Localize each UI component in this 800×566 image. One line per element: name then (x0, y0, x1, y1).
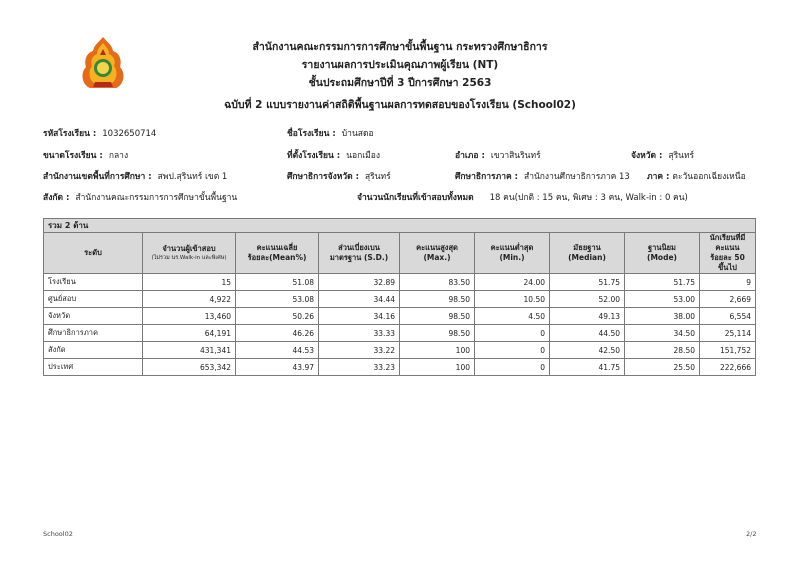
cell-count: 64,191 (143, 325, 236, 342)
region-education-value: สำนักงานศึกษาธิการภาค 13 (524, 172, 630, 182)
cell-above50: 151,752 (700, 342, 756, 359)
students-tested-field (357, 190, 688, 204)
cell-count: 13,460 (143, 308, 236, 325)
cell-sd: 33.22 (319, 342, 400, 359)
col-count: จำนวนผู้เข้าสอบ (ไม่รวม นร.Walk-in และพิเศษ) (143, 233, 236, 274)
cell-count: 4,922 (143, 291, 236, 308)
table-row (44, 308, 756, 325)
col-max: คะแนนสูงสุด (Max.) (400, 233, 475, 274)
area-office-label: สำนักงานเขตพื้นที่การศึกษา : (43, 172, 152, 182)
area-office-field (43, 169, 227, 183)
cell-above50: 6,554 (700, 308, 756, 325)
cell-mode: 34.50 (625, 325, 700, 342)
header-agency: สำนักงานคณะกรรมการการศึกษาขั้นพื้นฐาน กระทรวงศึกษาธิการ (252, 41, 548, 53)
table-section-title: รวม 2 ด้าน (44, 219, 756, 233)
province-education-value: สุรินทร์ (364, 172, 391, 182)
cell-level: สังกัด (44, 342, 143, 359)
cell-above50: 9 (700, 274, 756, 291)
cell-mode: 28.50 (625, 342, 700, 359)
cell-sd: 34.16 (319, 308, 400, 325)
cell-min: 0 (475, 359, 550, 376)
school-location-label: ที่ตั้งโรงเรียน : (287, 151, 341, 161)
cell-median: 41.75 (550, 359, 625, 376)
region-label: ภาค : (647, 172, 670, 182)
col-sd: ส่วนเบี่ยงเบน มาตรฐาน (S.D.) (319, 233, 400, 274)
school-name-value: บ้านสดอ (341, 129, 374, 139)
district-field (455, 148, 541, 162)
area-office-value: สพป.สุรินทร์ เขต 1 (157, 172, 228, 182)
col-mean: คะแนนเฉลี่ย ร้อยละ(Mean%) (236, 233, 319, 274)
cell-level: จังหวัด (44, 308, 143, 325)
cell-mode: 51.75 (625, 274, 700, 291)
affiliation-label: สังกัด : (43, 193, 70, 203)
cell-mean: 46.26 (236, 325, 319, 342)
cell-median: 51.75 (550, 274, 625, 291)
cell-max: 83.50 (400, 274, 475, 291)
region-education-field (455, 169, 630, 183)
district-label: อำเภอ : (455, 151, 485, 161)
cell-level: ประเทศ (44, 359, 143, 376)
statistics-table (43, 218, 756, 376)
cell-median: 42.50 (550, 342, 625, 359)
school-code-value: 1032650714 (102, 129, 157, 139)
cell-min: 10.50 (475, 291, 550, 308)
header-report-subtitle: ฉบับที่ 2 แบบรายงานค่าสถิติพื้นฐานผลการทดสอบของโรงเรียน (School02) (224, 99, 576, 111)
cell-median: 49.13 (550, 308, 625, 325)
cell-level: ศูนย์สอบ (44, 291, 143, 308)
school-location-value: นอกเมือง (346, 151, 381, 161)
cell-above50: 222,666 (700, 359, 756, 376)
cell-above50: 2,669 (700, 291, 756, 308)
school-name-label: ชื่อโรงเรียน : (287, 129, 336, 139)
cell-mode: 53.00 (625, 291, 700, 308)
header-report-title: รายงานผลการประเมินคุณภาพผู้เรียน (NT) (301, 59, 499, 71)
table-row (44, 359, 756, 376)
cell-mean: 43.97 (236, 359, 319, 376)
col-above50: นักเรียนที่มีคะแนน ร้อยละ 50 ขึ้นไป (700, 233, 756, 274)
cell-mode: 25.50 (625, 359, 700, 376)
cell-max: 100 (400, 359, 475, 376)
students-tested-value: 18 คน(ปกติ : 15 คน, พิเศษ : 3 คน, Walk-in : 0 คน) (489, 193, 688, 203)
table-row (44, 325, 756, 342)
province-field (631, 148, 694, 162)
cell-level: ศึกษาธิการภาค (44, 325, 143, 342)
header-grade-year: ชั้นประถมศึกษาปีที่ 3 ปีการศึกษา 2563 (308, 77, 492, 89)
cell-sd: 33.33 (319, 325, 400, 342)
cell-count: 653,342 (143, 359, 236, 376)
region-field (647, 169, 746, 183)
col-median: มัธยฐาน (Median) (550, 233, 625, 274)
footer-page-number: 2/2 (746, 530, 757, 538)
table-row (44, 342, 756, 359)
province-education-label: ศึกษาธิการจังหวัด : (287, 172, 359, 182)
school-location-field (287, 148, 380, 162)
region-value: ตะวันออกเฉียงเหนือ (672, 172, 746, 182)
table-row (44, 291, 756, 308)
cell-min: 0 (475, 342, 550, 359)
table-row (44, 274, 756, 291)
col-min: คะแนนต่ำสุด (Min.) (475, 233, 550, 274)
school-code-field (43, 126, 156, 140)
cell-max: 98.50 (400, 308, 475, 325)
affiliation-value: สำนักงานคณะกรรมการการศึกษาขั้นพื้นฐาน (75, 193, 238, 203)
footer-form-code: School02 (43, 530, 73, 538)
cell-median: 44.50 (550, 325, 625, 342)
cell-sd: 34.44 (319, 291, 400, 308)
school-size-value: กลาง (108, 151, 129, 161)
cell-median: 52.00 (550, 291, 625, 308)
cell-sd: 32.89 (319, 274, 400, 291)
school-size-label: ขนาดโรงเรียน : (43, 151, 103, 161)
cell-mean: 53.08 (236, 291, 319, 308)
cell-count: 431,341 (143, 342, 236, 359)
cell-min: 0 (475, 325, 550, 342)
school-name-field (287, 126, 374, 140)
region-education-label: ศึกษาธิการภาค : (455, 172, 519, 182)
district-value: เขวาสินรินทร์ (490, 151, 541, 161)
cell-max: 100 (400, 342, 475, 359)
cell-mean: 51.08 (236, 274, 319, 291)
cell-above50: 25,114 (700, 325, 756, 342)
cell-max: 98.50 (400, 325, 475, 342)
cell-count: 15 (143, 274, 236, 291)
cell-max: 98.50 (400, 291, 475, 308)
province-label: จังหวัด : (631, 151, 663, 161)
school-size-field (43, 148, 128, 162)
cell-mode: 38.00 (625, 308, 700, 325)
cell-min: 4.50 (475, 308, 550, 325)
col-level: ระดับ (44, 233, 143, 274)
cell-level: โรงเรียน (44, 274, 143, 291)
col-mode: ฐานนิยม (Mode) (625, 233, 700, 274)
province-value: สุรินทร์ (668, 151, 695, 161)
students-tested-label: จำนวนนักเรียนที่เข้าสอบทั้งหมด (357, 193, 474, 203)
province-education-field (287, 169, 391, 183)
affiliation-field (43, 190, 237, 204)
cell-mean: 44.53 (236, 342, 319, 359)
cell-sd: 33.23 (319, 359, 400, 376)
school-code-label: รหัสโรงเรียน : (43, 129, 97, 139)
cell-min: 24.00 (475, 274, 550, 291)
cell-mean: 50.26 (236, 308, 319, 325)
